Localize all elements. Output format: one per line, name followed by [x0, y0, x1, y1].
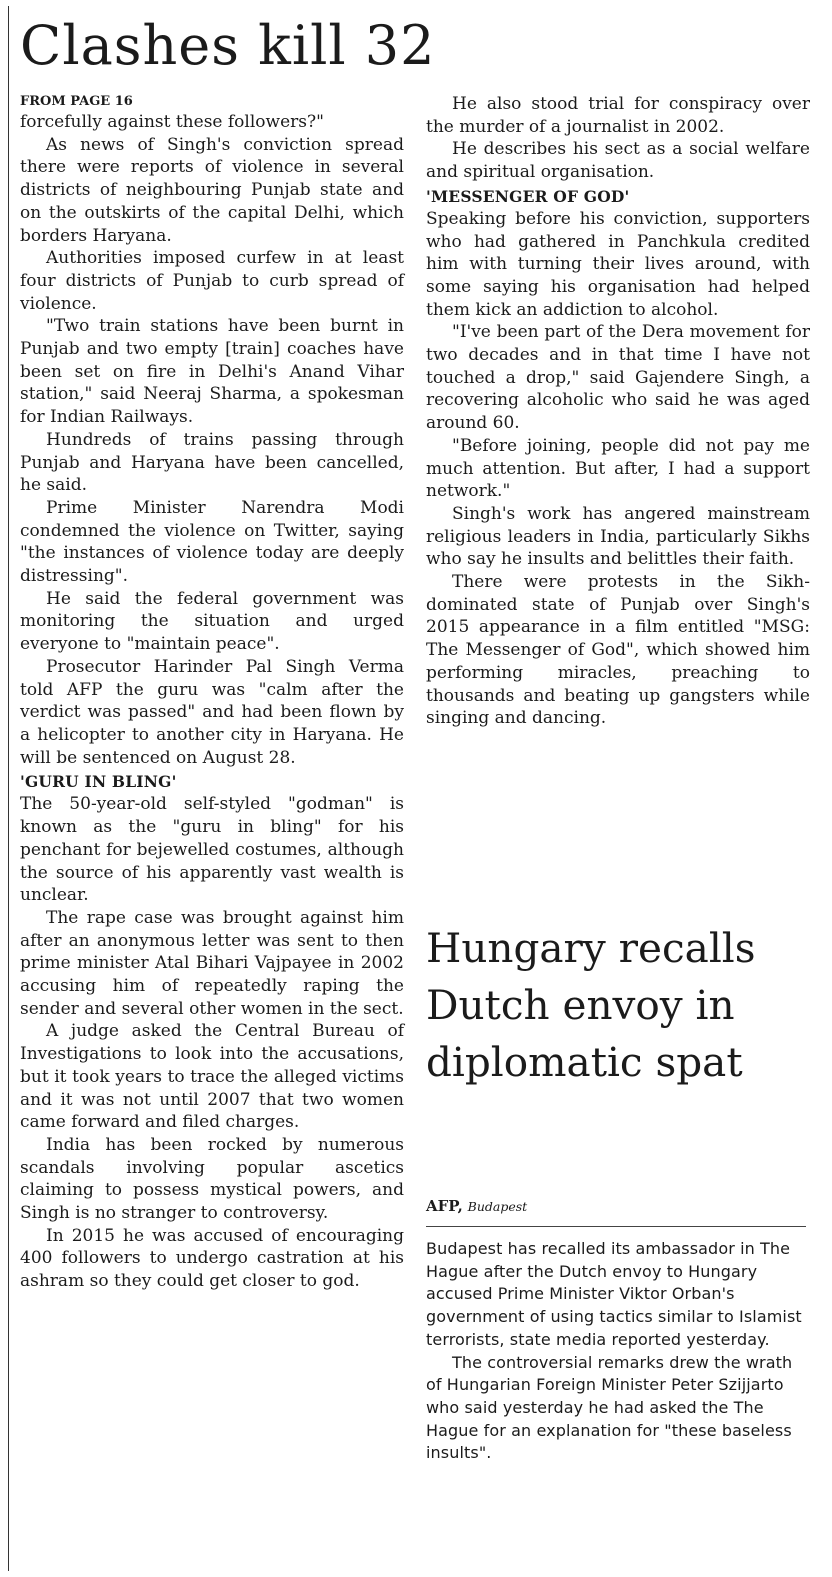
paragraph: "Before joining, people did not pay me much attention. But after, I had a support network." [426, 435, 810, 502]
paragraph: Prime Minister Narendra Modi condemned the violence on Twitter, saying "the instances of violence today are deeply distressing". [20, 497, 404, 587]
paragraph: He also stood trial for conspiracy over the murder of a journalist in 2002. [426, 94, 810, 137]
paragraph: A judge asked the Central Bureau of Investigations to look into the accusations, but it took years to trace the alleged victims and it was not until 2007 that two women came forward and filed charges. [20, 1021, 404, 1133]
second-headline: Hungary recalls Dutch envoy in diplomatic spat [426, 924, 756, 1086]
paragraph: India has been rocked by numerous scandals involving popular ascetics claiming to possess mystical powers, and Singh is no stranger to controversy. [20, 1134, 404, 1224]
byline-rule [426, 1226, 806, 1227]
paragraph: He describes his sect as a social welfare and spiritual organisation. [426, 139, 810, 183]
paragraph: There were protests in the Sikh-dominated state of Punjab over Singh's 2015 appearance in a film entitled "MSG: The Messenger of God", which showed him performing miracles, preaching to thousands and beating up gangsters while singing and dancing. [426, 572, 810, 729]
main-story-column-2 [426, 93, 810, 730]
paragraph: Authorities imposed curfew in at least four districts of Punjab to curb spread of violence. [20, 248, 404, 314]
paragraph: He said the federal government was monitoring the situation and urged everyone to "maintain peace". [20, 588, 404, 655]
byline [426, 1197, 527, 1215]
jump-label: FROM PAGE 16 [20, 94, 133, 109]
second-story-body [426, 1238, 810, 1465]
paragraph: forcefully against these followers?" [20, 112, 324, 132]
subheading: 'MESSENGER OF GOD' [426, 186, 630, 206]
main-headline: Clashes kill 32 [20, 14, 436, 77]
main-story-column-1 [20, 93, 404, 1293]
paragraph: "Two train stations have been burnt in Punjab and two empty [train] coaches have been set on fire in Delhi's Anand Vihar station," said Neeraj Sharma, a spokesman for Indian Railways. [20, 316, 404, 428]
byline-agency: AFP, [426, 1197, 463, 1215]
paragraph: Speaking before his conviction, supporters who had gathered in Panchkula credited him with turning their lives around, with some saying his organisation had helped them kick an addiction to alcohol. [426, 208, 810, 320]
paragraph: The 50-year-old self-styled "godman" is known as the "guru in bling" for his penchant for bejewelled costumes, although the source of his apparently vast wealth is unclear. [20, 794, 404, 906]
paragraph: Hundreds of trains passing through Punjab and Haryana have been cancelled, he said. [20, 429, 404, 496]
subheading: 'GURU IN BLING' [20, 772, 177, 792]
paragraph: The rape case was brought against him after an anonymous letter was sent to then prime minister Atal Bihari Vajpayee in 2002 accusing him of repeatedly raping the sender and several other women in the sect. [20, 907, 404, 1019]
column-rule [8, 6, 9, 1571]
paragraph: As news of Singh's conviction spread there were reports of violence in several districts of neighbouring Punjab state and on the outskirts of the capital Delhi, which borders Haryana. [20, 134, 404, 246]
paragraph: The controversial remarks drew the wrath of Hungarian Foreign Minister Peter Szijjarto who said yesterday he had asked the The Hague for an explanation for "these baseless insults". [426, 1352, 793, 1463]
paragraph: Budapest has recalled its ambassador in The Hague after the Dutch envoy to Hungary accused Prime Minister Viktor Orban's government of using tactics similar to Islamist terrorists, state media reported yesterday. [426, 1239, 802, 1349]
byline-location: Budapest [467, 1199, 528, 1214]
paragraph: In 2015 he was accused of encouraging 400 followers to undergo castration at his ashram so they could get closer to god. [20, 1225, 404, 1292]
paragraph: Singh's work has angered mainstream religious leaders in India, particularly Sikhs who say he insults and belittles their faith. [426, 503, 810, 570]
paragraph: Prosecutor Harinder Pal Singh Verma told AFP the guru was "calm after the verdict was passed" and had been flown by a helicopter to another city in Haryana. He will be sentenced on August 28. [20, 656, 404, 768]
paragraph: "I've been part of the Dera movement for two decades and in that time I have not touched a drop," said Gajendere Singh, a recovering alcoholic who said he was aged around 60. [426, 322, 810, 434]
